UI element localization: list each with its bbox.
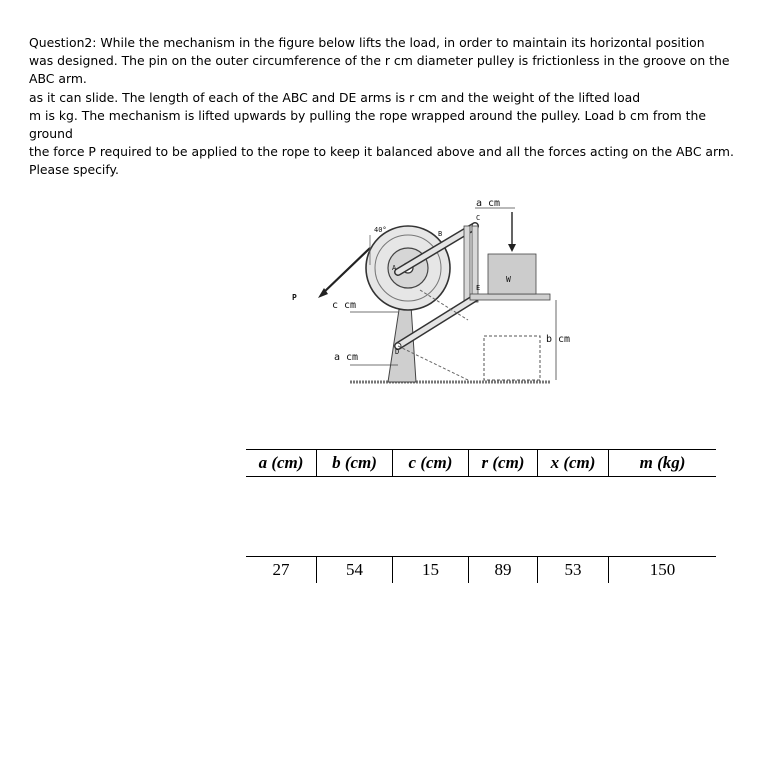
label-angle: 40°	[374, 226, 387, 234]
value-a: 27	[246, 557, 317, 584]
rope	[322, 248, 370, 294]
header-c: c (cm)	[393, 450, 469, 477]
value-c: 15	[393, 557, 469, 584]
parameter-value-table	[246, 556, 716, 583]
label-W: W	[506, 275, 511, 284]
label-D: D	[395, 348, 400, 356]
question-text	[29, 34, 749, 180]
question-line: Question2: While the mechanism in the figure below lifts the load, in order to maintain its horizontal position	[29, 35, 705, 50]
question-line: Please specify.	[29, 162, 119, 178]
header-m: m (kg)	[609, 450, 717, 477]
label-b: b cm	[546, 334, 570, 345]
label-C: C	[476, 214, 481, 222]
label-E: E	[476, 284, 481, 292]
value-b: 54	[317, 557, 393, 584]
question-line: the force P required to be applied to the rope to keep it balanced above and all the forces acting on the ABC arm.	[29, 144, 734, 160]
question-line: as it can slide. The length of each of the ABC and DE arms is r cm and the weight of the lifted load	[29, 89, 641, 105]
parameter-header-table	[246, 449, 716, 477]
question-line: ABC arm.	[29, 71, 87, 87]
header-b: b (cm)	[317, 450, 393, 477]
label-B: B	[438, 230, 443, 238]
value-x: 53	[538, 557, 609, 584]
header-x: x (cm)	[538, 450, 609, 477]
value-r: 89	[469, 557, 538, 584]
value-m: 150	[609, 557, 717, 584]
label-P: P	[292, 293, 297, 302]
label-a-top: a cm	[476, 198, 501, 209]
question-line: was designed. The pin on the outer circumference of the r cm diameter pulley is frictionless in the groove on the	[29, 53, 730, 69]
label-a-bottom: a cm	[334, 352, 359, 363]
mechanism-figure	[270, 190, 570, 400]
question-line: m is kg. The mechanism is lifted upwards by pulling the rope wrapped around the pulley. Load b cm from the ground	[29, 107, 706, 142]
label-A: A	[392, 264, 397, 272]
header-r: r (cm)	[469, 450, 538, 477]
mechanism-diagram	[270, 190, 570, 400]
header-a: a (cm)	[246, 450, 317, 477]
label-c: c cm	[332, 300, 357, 311]
load-box	[488, 254, 536, 294]
